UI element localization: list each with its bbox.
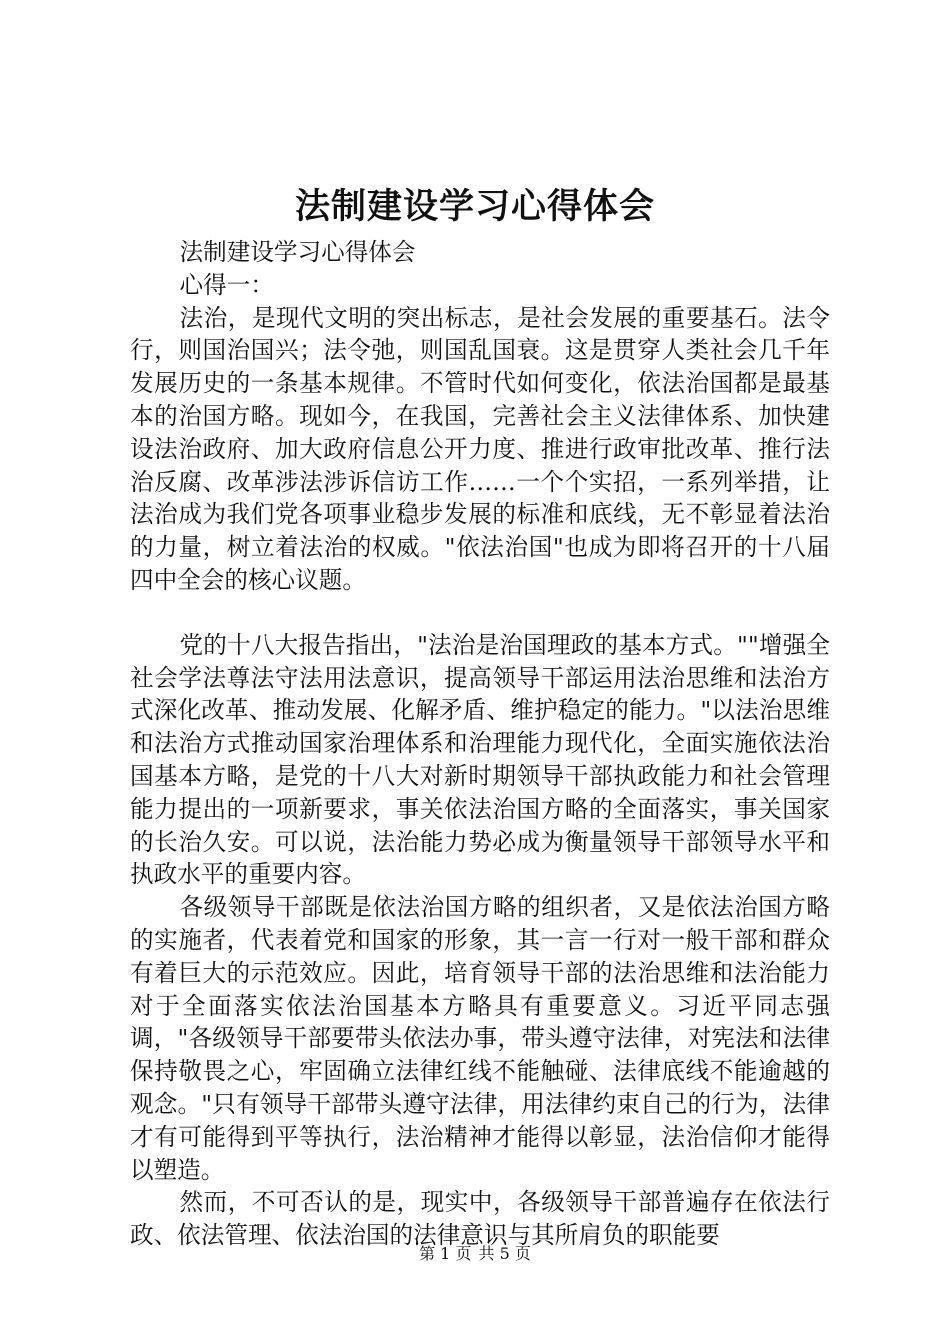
subtitle-paragraph: 法制建设学习心得体会 (179, 238, 416, 266)
body-paragraph: 然而，不可否认的是，现实中，各级领导干部普遍存在依法行政、依法管理、依法治国的法律意识与其所肩负的职能要 (130, 1188, 830, 1250)
page-footer (0, 1244, 950, 1264)
section-heading: 心得一： (179, 270, 274, 299)
document-body (130, 236, 830, 1252)
body-paragraph: 各级领导干部既是依法治国方略的组织者，又是依法治国方略的实施者，代表着党和国家的形象，其一言一行对一般干部和群众有着巨大的示范效应。因此，培育领导干部的法治思维和法治能力对于全面落实依法治国基本方略具有重要意义。习近平同志强调，"各级领导干部要带头依法办事，带头遵守法律，对宪法和法律保持敬畏之心，牢固确立法律红线不能触碰、法律底线不能逾越的观念。"只有领导干部带头遵守法律，用法律约束自己的行为，法律才有可能得到平等执行，法治精神才能得以彰显，法治信仰才能得以塑造。 (130, 893, 830, 1184)
body-paragraph: 党的十八大报告指出，"法治是治国理政的基本方式。""增强全社会学法尊法守法用法意识，提高领导干部运用法治思维和法治方式深化改革、推动发展、化解矛盾、维护稳定的能力。"以法治思维和法治方式推动国家治理体系和治理能力现代化，全面实施依法治国基本方略，是党的十八大对新时期领导干部执政能力和社会管理能力提出的一项新要求，事关依法治国方略的全面落实，事关国家的长治久安。可以说，法治能力势必成为衡量领导干部领导水平和执政水平的重要内容。 (130, 630, 830, 889)
body-paragraph: 法治，是现代文明的突出标志，是社会发展的重要基石。法令行，则国治国兴；法令弛，则国乱国衰。这是贯穿人类社会几千年发展历史的一条基本规律。不管时代如何变化，依法治国都是最基本的治国方略。现如今，在我国，完善社会主义法律体系、加快建设法治政府、加大政府信息公开力度、推进行政审批改革、推行法治反腐、改革涉法涉诉信访工作……一个个实招，一系列举措，让法治成为我们党各项事业稳步发展的标准和底线，无不彰显着法治的力量，树立着法治的权威。"依法治国"也成为即将召开的十八届四中全会的核心议题。 (130, 303, 830, 594)
document-title: 法制建设学习心得体会 (294, 187, 655, 227)
page-total: 共 5 页 (478, 1244, 531, 1263)
page-number: 第 1 页 (419, 1244, 472, 1263)
